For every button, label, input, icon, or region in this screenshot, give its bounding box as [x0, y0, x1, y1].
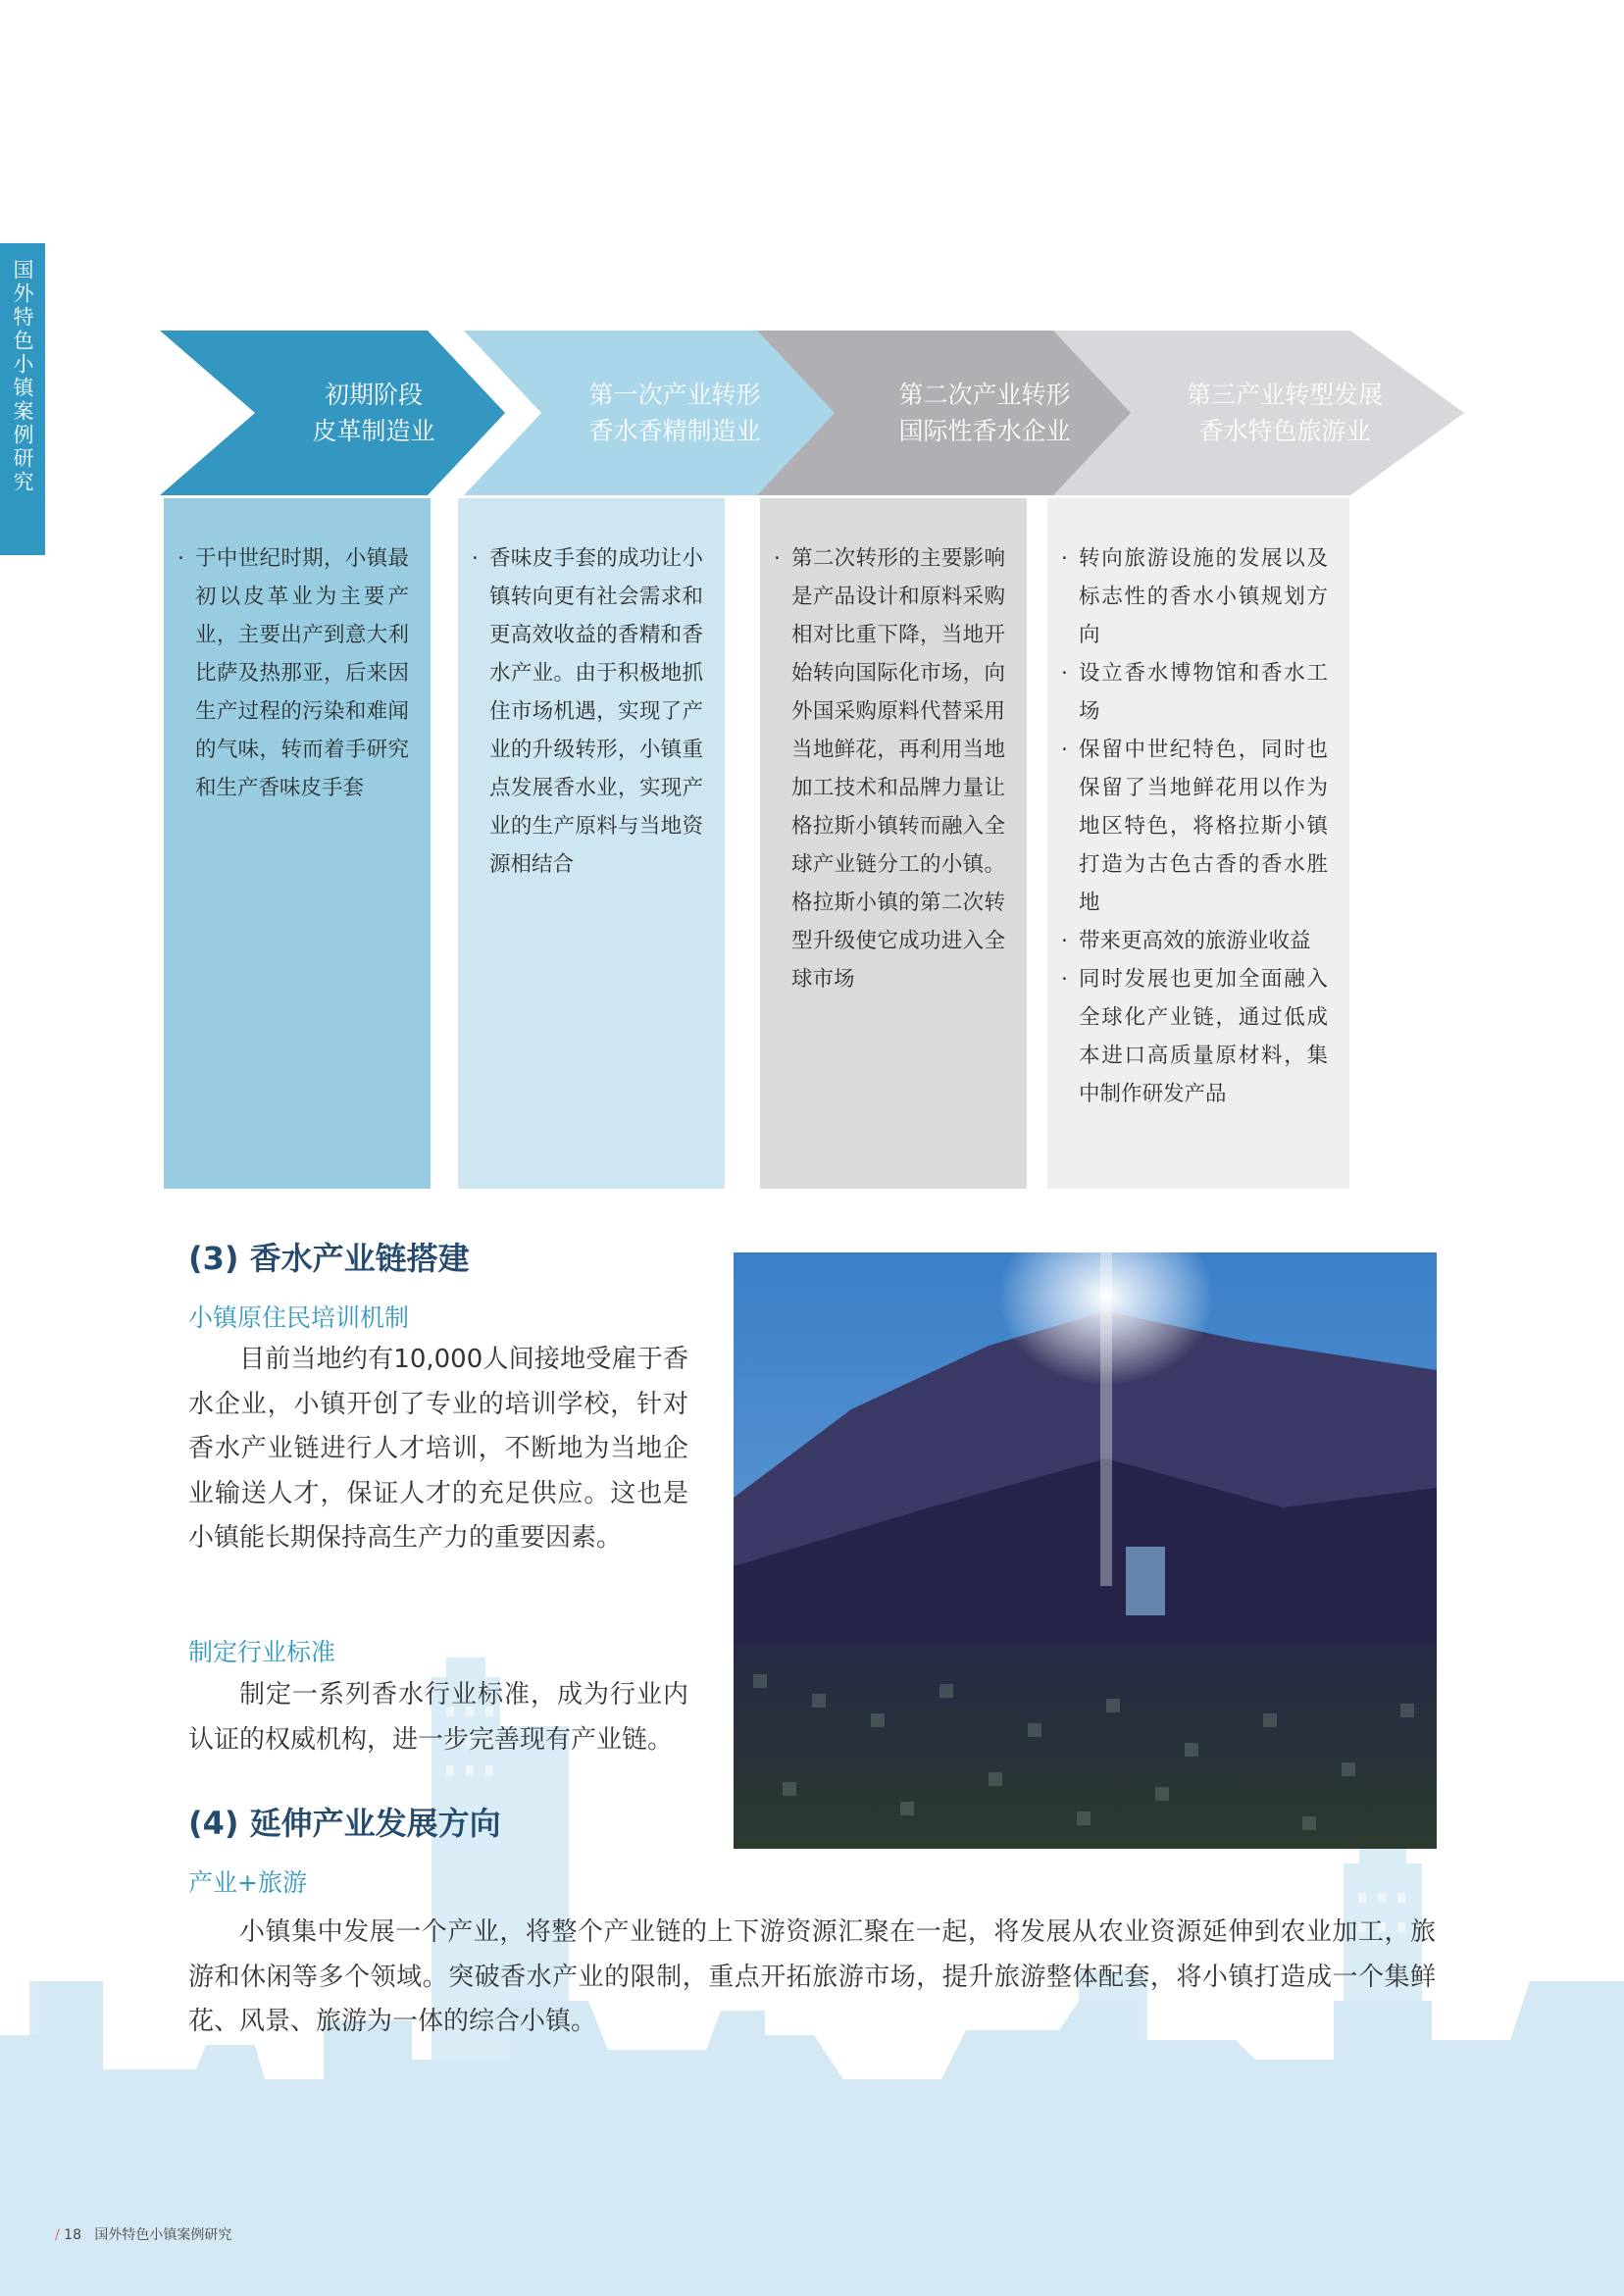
side-tab-text: 国外特色小镇案例研究: [11, 259, 34, 494]
stage-title-4-line1: 第三产业转型发展: [1186, 381, 1383, 409]
stage-title-2: [545, 377, 804, 449]
section-3-subtitle-training: 小镇原住民培训机制: [188, 1303, 410, 1332]
stage-4-item: · 转向旅游设施的发展以及标志性的香水小镇规划方向: [1061, 539, 1328, 654]
stage-title-4: [1138, 377, 1432, 449]
stage-title-1: [257, 377, 490, 449]
stage-title-3: [855, 377, 1114, 449]
footer-slash: /: [55, 2227, 60, 2243]
stage-title-2-line2: 香水香精制造业: [588, 417, 761, 445]
stage-detail-4: [1047, 498, 1349, 1189]
stage-detail-3: [760, 498, 1027, 1189]
page-number: 18: [64, 2227, 81, 2243]
stage-title-3-line1: 第二次产业转形: [898, 381, 1071, 409]
section-3-subtitle-standards: 制定行业标准: [188, 1638, 336, 1666]
lavender-field-photo: [734, 1252, 1437, 1849]
stage-title-4-line2: 香水特色旅游业: [1198, 417, 1371, 445]
section-3-paragraph-standards: 制定一系列香水行业标准，成为行业内认证的权威机构，进一步完善现有产业链。: [188, 1680, 688, 1755]
stage-3-item: · 第二次转形的主要影响是产品设计和原料采购相对比重下降，当地开始转向国际化市场，向外国采购原料代替采用当地鲜花，再利用当地加工技术和品牌力量让格拉斯小镇转而融入全球产业链分工的小镇。格拉斯小镇的第二次转型升级使它成功进入全球市场: [774, 539, 1005, 998]
footer-title: 国外特色小镇案例研究: [94, 2227, 232, 2243]
stage-4-item: · 同时发展也更加全面融入全球化产业链，通过低成本进口高质量原材料，集中制作研发产品: [1061, 960, 1328, 1113]
section-4-paragraph-tourism: 小镇集中发展一个产业，将整个产业链的上下游资源汇聚在一起，将发展从农业资源延伸到农业加工，旅游和休闲等多个领域。突破香水产业的限制，重点开拓旅游市场，提升旅游整体配套，将小镇打造成一个集鲜花、风景、旅游为一体的综合小镇。: [188, 1917, 1436, 2036]
stage-1-item: · 于中世纪时期，小镇最初以皮革业为主要产业，主要出产到意大利比萨及热那亚，后来因生产过程的污染和难闻的气味，转而着手研究和生产香味皮手套: [178, 539, 409, 807]
page-footer: [55, 2224, 231, 2244]
photo-image: [734, 1252, 1437, 1849]
stage-title-2-line1: 第一次产业转形: [588, 381, 761, 409]
stage-detail-1: [164, 498, 431, 1189]
stage-4-item: · 保留中世纪特色，同时也保留了当地鲜花用以作为地区特色，将格拉斯小镇打造为古色古香的香水胜地: [1061, 731, 1328, 922]
stage-4-item: · 设立香水博物馆和香水工场: [1061, 654, 1328, 731]
stage-4-item: · 带来更高效的旅游业收益: [1061, 922, 1328, 960]
section-3-title: (3) 香水产业链搭建: [188, 1240, 470, 1277]
section-4-subtitle-tourism: 产业+旅游: [188, 1868, 307, 1897]
stage-2-item: · 香味皮手套的成功让小镇转向更有社会需求和更高效收益的香精和香水产业。由于积极地抓住市场机遇，实现了产业的升级转形，小镇重点发展香水业，实现产业的生产原料与当地资源相结合: [472, 539, 703, 884]
stage-title-1-line2: 皮革制造业: [312, 417, 435, 445]
section-3-paragraph-training: 目前当地约有10,000人间接地受雇于香水企业，小镇开创了专业的培训学校，针对香水产业链进行人才培训，不断地为当地企业输送人才，保证人才的充足供应。这也是小镇能长期保持高生产力的重要因素。: [188, 1345, 688, 1553]
stage-title-1-line1: 初期阶段: [324, 381, 423, 409]
stage-detail-2: [458, 498, 725, 1189]
stage-title-3-line2: 国际性香水企业: [898, 417, 1071, 445]
section-4-title: (4) 延伸产业发展方向: [188, 1805, 501, 1842]
